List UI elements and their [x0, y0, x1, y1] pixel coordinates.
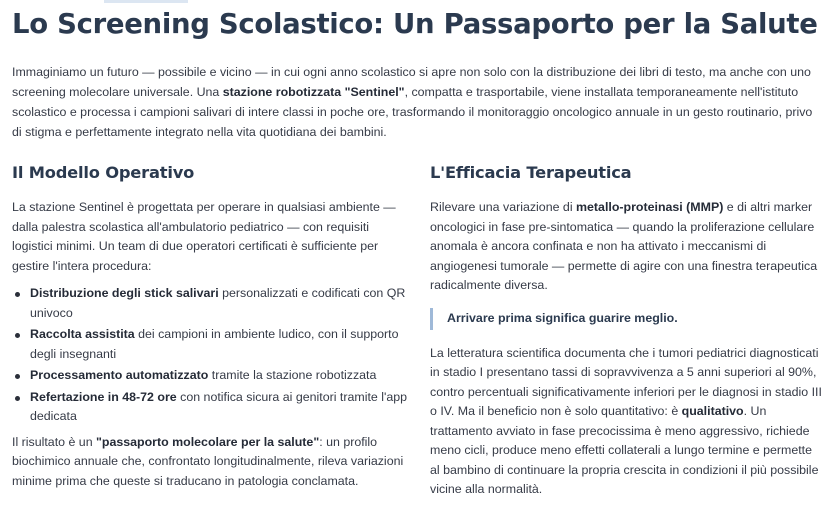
text-run: dei campioni in ambiente ludico, con il supporto degli insegnanti: [30, 327, 399, 361]
text-run: Il risultato è un: [12, 434, 97, 449]
bold-text: Refertazione in 48-72 ore: [30, 389, 177, 404]
text-run: La letteratura scientifica documenta che i tumori pediatrici diagnosticati in stadio I presentano tassi di sopravvivenza a 5 anni superiori al 90%, contro percentuali significativamente inferiori per le diagnosi in stadio III o IV. Ma il beneficio non è solo quantitativo: è: [430, 345, 822, 418]
text-run: Immaginiamo un futuro — possibile e vicino — in cui ogni anno scolastico si apre non solo con la distribuzione dei libri di testo, ma anche con uno screening molecolare universale. Una: [12, 65, 811, 99]
list-item: [12, 284, 408, 323]
bold-text: qualitativo: [681, 404, 744, 418]
therapeutic-efficacy-section: [430, 162, 822, 500]
text-run: : un profilo biochimico annuale che, confrontato longitudinalmente, rileva variazioni minime prima che queste si traducano in patologia conclamata.: [12, 434, 404, 488]
text-run: personalizzati e codificati con QR univoco: [30, 286, 406, 320]
intro-paragraph: [12, 62, 820, 142]
procedure-list: [12, 284, 408, 427]
page-title: Lo Screening Scolastico: Un Passaporto per la Salute: [12, 8, 818, 40]
molecular-passport-paragraph: [12, 433, 408, 492]
bold-text: metallo-proteinasi (MMP): [576, 200, 724, 214]
text-run: tramite la stazione robotizzata: [208, 368, 377, 382]
text-run: , compatta e trasportabile, viene installata temporaneamente nell'istituto scolastico e processa i campioni salivari di intere classi in poche ore, trasformando il monitoraggio oncologico annuale in un gesto routinario, privo di stigma e perfettamente integrato nella vita quotidiana dei bambini.: [12, 85, 813, 139]
top-accent-bar: [104, 0, 188, 3]
section-heading-operational-model: Il Modello Operativo: [12, 163, 195, 182]
bold-text: Processamento automatizzato: [30, 368, 209, 382]
text-run: con notifica sicura ai genitori tramite l'app dedicata: [30, 389, 408, 423]
operational-model-section: [12, 162, 408, 491]
operational-model-paragraph: La stazione Sentinel è progettata per operare in qualsiasi ambiente — dalla palestra scolastica all'ambulatorio pediatrico — con requisiti logistici minimi. Un team di due operatori certificati è sufficiente per gestire l'intera procedura:: [12, 200, 396, 273]
bold-text: Raccolta assistita: [30, 327, 135, 341]
list-item: [12, 366, 408, 386]
bold-text: "passaporto molecolare per la salute": [96, 434, 320, 449]
pull-quote: Arrivare prima significa guarire meglio.: [430, 308, 822, 330]
bold-text: stazione robotizzata "Sentinel": [222, 85, 405, 99]
list-item: [12, 388, 408, 427]
literature-paragraph: [430, 344, 822, 500]
list-item: [12, 325, 408, 364]
text-run: . Un trattamento avviato in fase precocissima è meno aggressivo, richiede meno cicli, produce meno effetti collaterali a lungo termine e permette al bambino di continuare la propria crescita in condizioni il più possibile vicine alla normalità.: [430, 404, 819, 496]
text-run: Rilevare una variazione di: [430, 200, 577, 214]
mmp-paragraph: [430, 198, 822, 296]
section-heading-therapeutic-efficacy: L'Efficacia Terapeutica: [430, 163, 632, 182]
text-run: e di altri marker oncologici in fase pre-sintomatica — quando la proliferazione cellulare anomala è ancora confinata e non ha attivato i meccanismi di angiogenesi tumorale — permette di agire con una finestra terapeutica radicalmente diversa.: [430, 200, 818, 292]
bold-text: Distribuzione degli stick salivari: [30, 286, 219, 300]
